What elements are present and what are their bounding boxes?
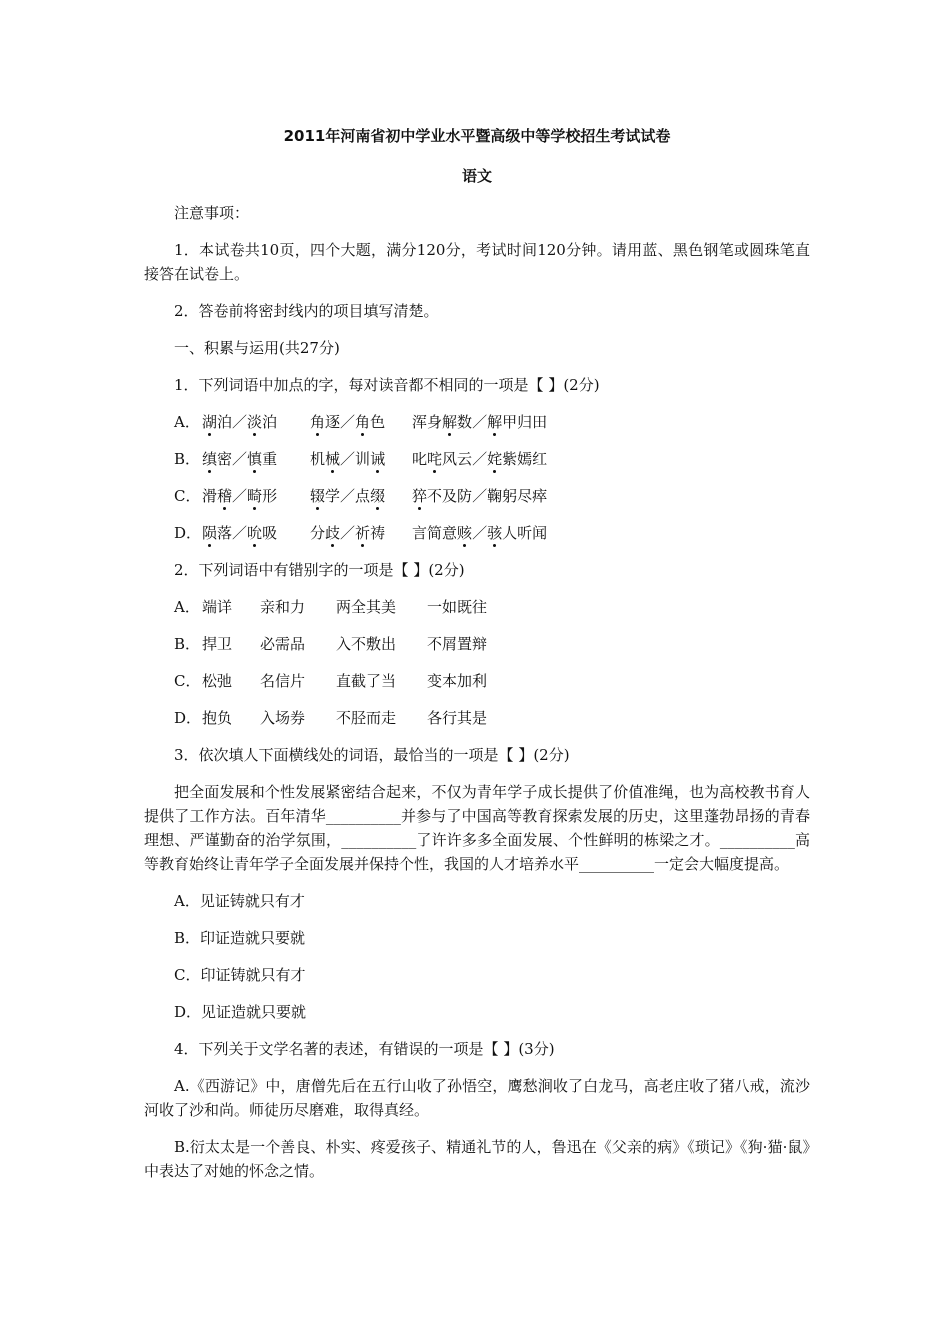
q2-option-a bbox=[144, 595, 810, 619]
option-letter: D． bbox=[174, 709, 202, 727]
dotted-char: 骇 bbox=[487, 524, 503, 542]
question-1-stem: 1．下列词语中加点的字，每对读音都不相同的一项是【 】(2分) bbox=[174, 376, 600, 394]
q1-option-a bbox=[144, 410, 810, 434]
q3-option-b: B．印证造就只要就 bbox=[174, 929, 306, 947]
word: 不胫而走 bbox=[336, 709, 397, 727]
exam-title: 2011年河南省初中学业水平暨高级中等学校招生考试试卷 bbox=[283, 127, 671, 145]
dotted-char: 缀 bbox=[370, 487, 386, 505]
q4-option-a: A.《西游记》中，唐僧先后在五行山收了孙悟空，鹰愁涧收了白龙马，高老庄收了猪八戒，流沙河收了沙和尚。师徒历尽磨难，取得真经。 bbox=[144, 1077, 810, 1119]
dotted-pair: 言简意赅／骇人听闻 bbox=[412, 524, 548, 542]
option-letter: C． bbox=[174, 487, 201, 505]
dotted-pair: 陨落／吮吸 bbox=[202, 524, 278, 542]
q2-option-b bbox=[144, 632, 810, 656]
dotted-char: 湖 bbox=[202, 413, 218, 431]
dotted-char: 咤 bbox=[427, 450, 443, 468]
word: 入场券 bbox=[260, 709, 306, 727]
dotted-char: 畸 bbox=[247, 487, 263, 505]
q2-option-c bbox=[144, 669, 810, 693]
note-item-1: 1．本试卷共10页，四个大题，满分120分，考试时间120分钟。请用蓝、黑色钢笔或圆珠笔直接答在试卷上。 bbox=[144, 241, 810, 283]
word: 端详 bbox=[202, 598, 233, 616]
option-letter: B． bbox=[174, 635, 201, 653]
word: 抱负 bbox=[202, 709, 233, 727]
q3-option-d: D．见证造就只要就 bbox=[174, 1003, 307, 1021]
subject-title: 语文 bbox=[461, 167, 492, 185]
option-letter: A． bbox=[174, 413, 200, 431]
note-item-2: 2．答卷前将密封线内的项目填写清楚。 bbox=[174, 302, 439, 320]
question-3-stem: 3．依次填人下面横线处的词语，最恰当的一项是【 】(2分) bbox=[174, 746, 570, 764]
dotted-char: 解 bbox=[487, 413, 503, 431]
dotted-char: 诫 bbox=[370, 450, 386, 468]
word: 必需品 bbox=[260, 635, 306, 653]
q1-option-d bbox=[144, 521, 810, 545]
word: 不屑置辩 bbox=[427, 635, 488, 653]
question-2-stem: 2．下列词语中有错别字的一项是【 】(2分) bbox=[174, 561, 465, 579]
word: 变本加利 bbox=[427, 672, 488, 690]
word: 一如既往 bbox=[427, 598, 488, 616]
dotted-pair: 浑身解数／解甲归田 bbox=[412, 413, 548, 431]
dotted-char: 陨 bbox=[202, 524, 218, 542]
q4-option-b: B.衍太太是一个善良、朴实、疼爱孩子、精通礼节的人，鲁迅在《父亲的病》《琐记》《狗·猫·鼠》中表达了对她的怀念之情。 bbox=[144, 1138, 810, 1180]
dotted-pair: 湖泊／淡泊 bbox=[202, 413, 278, 431]
dotted-char: 缜 bbox=[202, 450, 218, 468]
q2-option-d bbox=[144, 706, 810, 730]
option-letter: A． bbox=[174, 598, 200, 616]
word: 捍卫 bbox=[202, 635, 233, 653]
word: 名信片 bbox=[260, 672, 306, 690]
dotted-char: 淡 bbox=[247, 413, 263, 431]
option-letter: D． bbox=[174, 524, 202, 542]
dotted-char: 稽 bbox=[217, 487, 233, 505]
dotted-pair: 叱咤风云／姹紫嫣红 bbox=[412, 450, 548, 468]
dotted-char: 歧 bbox=[325, 524, 341, 542]
word: 亲和力 bbox=[260, 598, 306, 616]
option-letter: B． bbox=[174, 450, 201, 468]
dotted-char: 械 bbox=[325, 450, 341, 468]
dotted-char: 解 bbox=[442, 413, 458, 431]
notes-heading: 注意事项： bbox=[174, 204, 250, 222]
dotted-char: 姹 bbox=[487, 450, 503, 468]
dotted-char: 吮 bbox=[247, 524, 263, 542]
dotted-pair: 辍学／点缀 bbox=[310, 487, 386, 505]
word: 松弛 bbox=[202, 672, 233, 690]
dotted-pair: 猝不及防／鞠躬尽瘁 bbox=[412, 487, 548, 505]
section-heading: 一、积累与运用(共27分) bbox=[174, 339, 340, 357]
dotted-pair: 角逐／角色 bbox=[310, 413, 386, 431]
option-letter: C． bbox=[174, 672, 201, 690]
q3-option-a: A．见证铸就只有才 bbox=[174, 892, 305, 910]
q1-option-c bbox=[144, 484, 810, 508]
page-content bbox=[144, 124, 810, 1196]
dotted-pair: 滑稽／畸形 bbox=[202, 487, 278, 505]
dotted-char: 祈 bbox=[355, 524, 371, 542]
question-3-passage: 把全面发展和个性发展紧密结合起来，不仅为青年学子成长提供了价值准绳，也为高校教书育人提供了工作方法。百年清华__________并参与了中国高等教育探索发展的历史，这里蓬勃昂扬的青春理想、严谨勤奋的治学氛围，__________了许许多多全面发展、个性鲜明的栋梁之才。__________高等教育始终让青年学子全面发展并保持个性，我国的人才培养水平__________一定会大幅度提高。 bbox=[144, 783, 810, 873]
word: 直截了当 bbox=[336, 672, 397, 690]
word: 入不敷出 bbox=[336, 635, 397, 653]
dotted-pair: 机械／训诫 bbox=[310, 450, 386, 468]
dotted-char: 角 bbox=[355, 413, 371, 431]
dotted-char: 辍 bbox=[310, 487, 326, 505]
question-4-stem: 4．下列关于文学名著的表述，有错误的一项是【 】(3分) bbox=[174, 1040, 555, 1058]
dotted-pair: 分歧／祈祷 bbox=[310, 524, 386, 542]
dotted-char: 慎 bbox=[247, 450, 263, 468]
dotted-pair: 缜密／慎重 bbox=[202, 450, 278, 468]
dotted-char: 角 bbox=[310, 413, 326, 431]
q1-option-b bbox=[144, 447, 810, 471]
word: 各行其是 bbox=[427, 709, 488, 727]
q3-option-c: C．印证铸就只有才 bbox=[174, 966, 306, 984]
word: 两全其美 bbox=[336, 598, 397, 616]
dotted-char: 猝 bbox=[412, 487, 428, 505]
dotted-char: 赅 bbox=[457, 524, 473, 542]
